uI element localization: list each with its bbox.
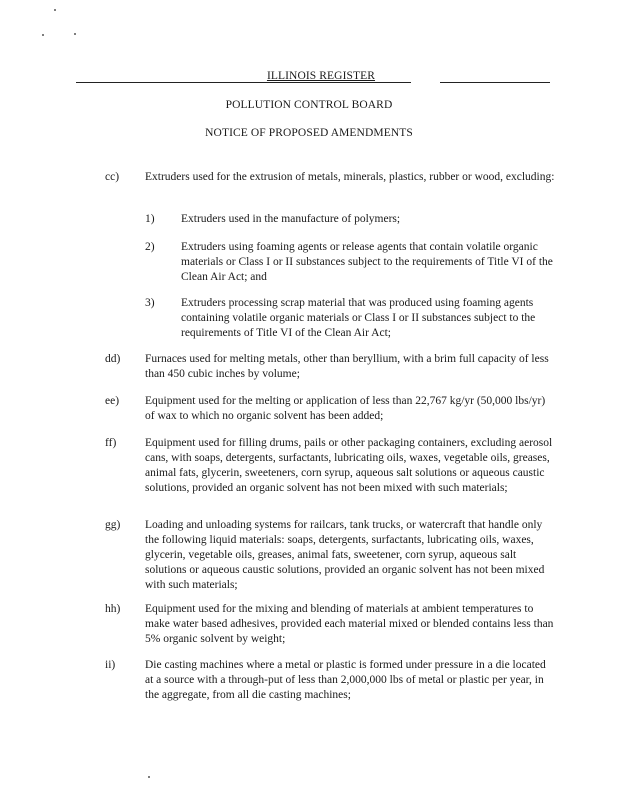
item-label: gg) xyxy=(105,519,121,531)
scan-speck xyxy=(54,9,56,11)
subitem-text: Extruders processing scrap material that was produced using foaming agents containing volatile organic materials or Class I or II substances subject to the requirements of Title VI of the Clean Air Act; xyxy=(181,297,536,339)
item-label: cc) xyxy=(105,171,120,183)
item-text: Die casting machines where a metal or plastic is formed under pressure in a die located at a source with a through-put of less than 2,000,000 lbs of metal or plastic per year, in the aggregate, from all die casting machines; xyxy=(145,659,546,701)
item-label: hh) xyxy=(105,603,121,615)
subitem-text: Extruders used in the manufacture of polymers; xyxy=(181,213,401,225)
scan-speck xyxy=(42,34,44,36)
subitem-label: 1) xyxy=(145,213,155,225)
item-text: Furnaces used for melting metals, other than beryllium, with a brim full capacity of less than 450 cubic inches by volume; xyxy=(145,353,549,380)
subitem-label: 3) xyxy=(145,297,155,309)
notice-title: NOTICE OF PROPOSED AMENDMENTS xyxy=(205,127,413,139)
item-text: Equipment used for the melting or application of less than 22,767 kg/yr (50,000 lbs/yr) of wax to which no organic solvent has been added; xyxy=(145,395,546,422)
subitem-label: 2) xyxy=(145,241,155,253)
item-label: ii) xyxy=(105,659,116,671)
header-rule-right xyxy=(440,82,550,83)
register-title: ILLINOIS REGISTER xyxy=(266,70,376,82)
scan-speck xyxy=(74,33,76,35)
item-text: Equipment used for the mixing and blending of materials at ambient temperatures to make water based adhesives, provided each material mixed or blended contains less than 5% organic solvent by weight; xyxy=(145,603,554,645)
item-text: Equipment used for filling drums, pails or other packaging containers, excluding aerosol cans, with soaps, detergents, surfactants, lubricating oils, waxes, vegetable oils, greases, animal fats, glycerin, sweeteners, corn syrup, aqueous salt solutions or aqueous caustic solutions, provided an organic solvent has not been mixed with such materials; xyxy=(145,437,553,494)
item-label: ee) xyxy=(105,395,120,407)
board-title: POLLUTION CONTROL BOARD xyxy=(225,99,393,111)
item-label: dd) xyxy=(105,353,121,365)
item-text: Loading and unloading systems for railcars, tank trucks, or watercraft that handle only the following liquid materials: soaps, detergents, surfactants, lubricating oils, waxes, glycerin, vegetable oils, greases, animal fats, sweetener, corn syrup, aqueous salt solutions or aqueous caustic solutions, provided an organic solvent has not been mixed with such materials; xyxy=(145,519,545,591)
scan-speck xyxy=(148,776,150,778)
item-text: Extruders used for the extrusion of metals, minerals, plastics, rubber or wood, excluding: xyxy=(145,171,555,183)
item-label: ff) xyxy=(105,437,117,449)
subitem-text: Extruders using foaming agents or release agents that contain volatile organic materials or Class I or II substances subject to the requirements of Title VI of the Clean Air Act; and xyxy=(181,241,553,283)
